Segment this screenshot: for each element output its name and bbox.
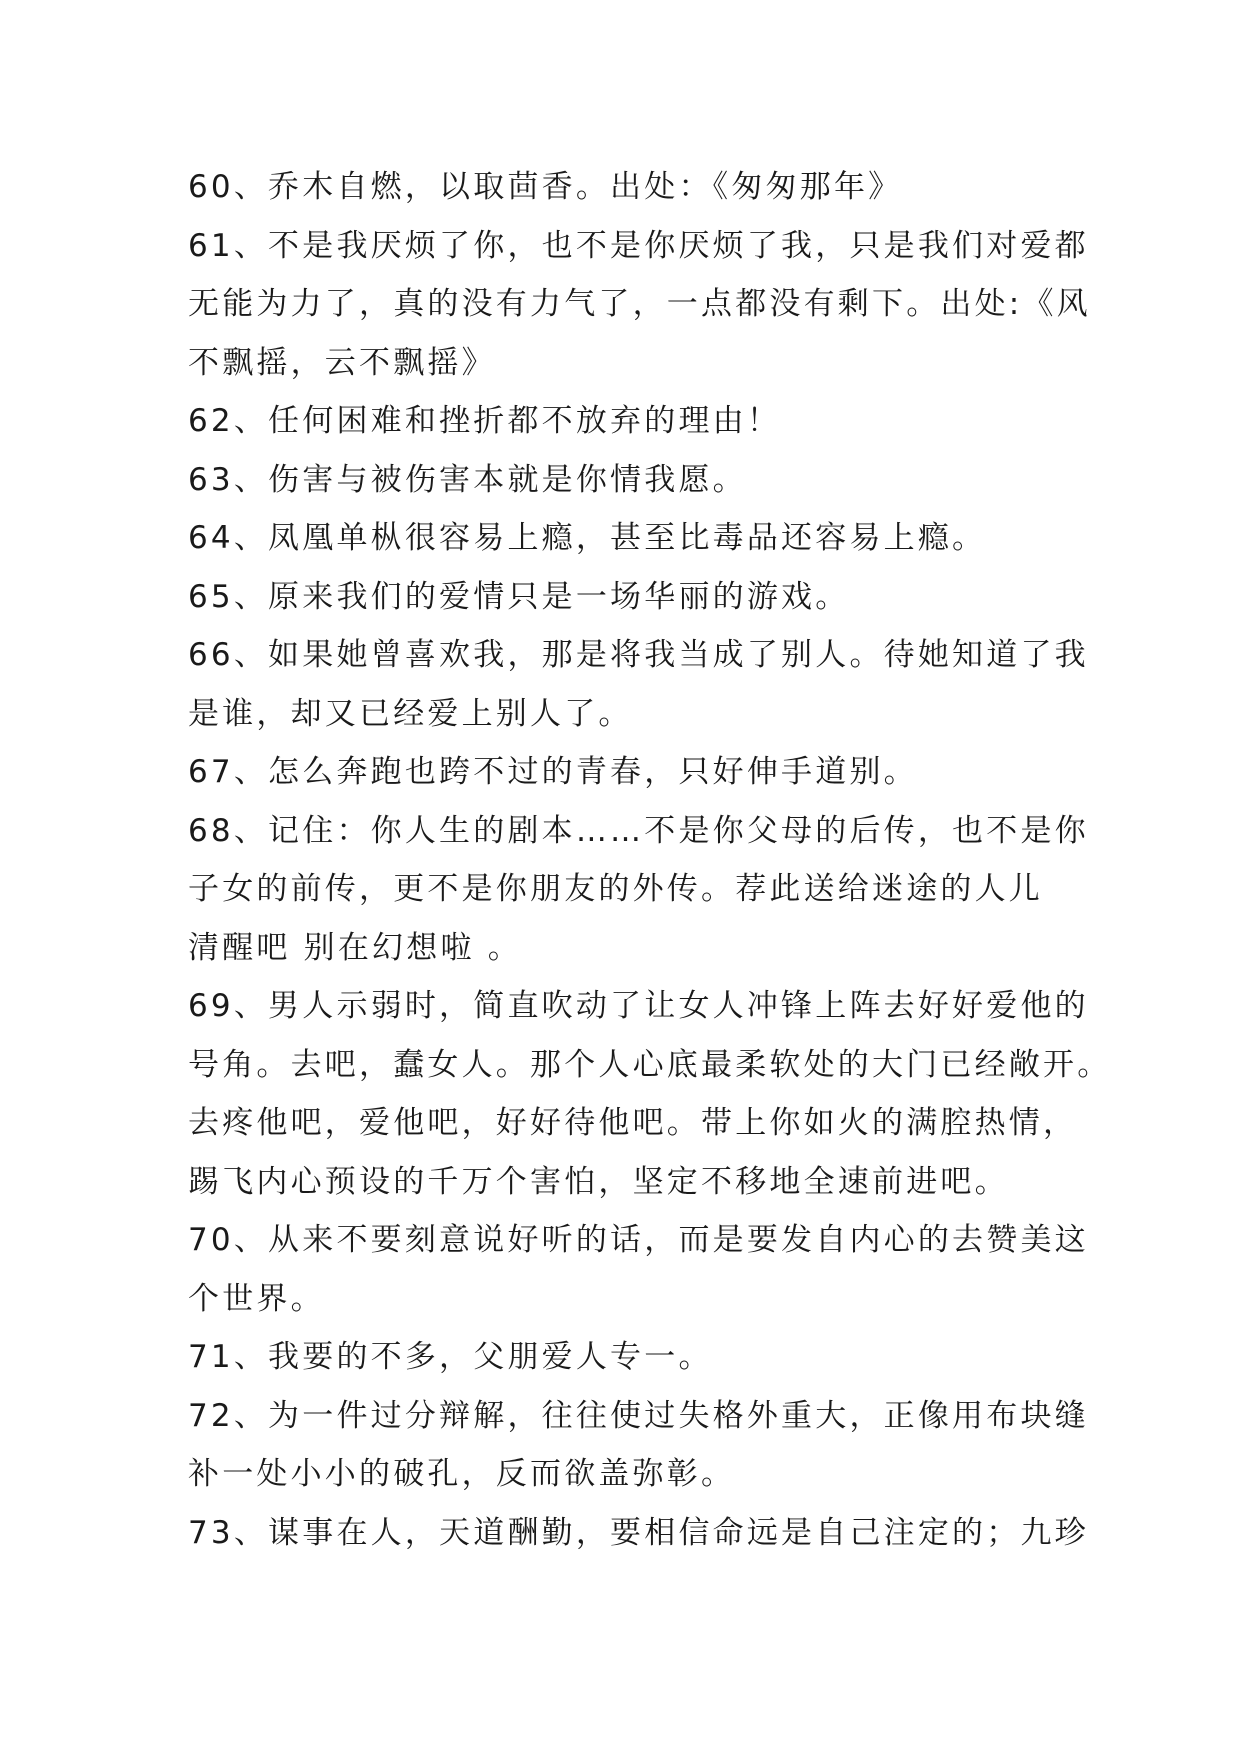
text-line: 61、不是我厌烦了你，也不是你厌烦了我，只是我们对爱都 [188, 227, 1089, 264]
text-line: 69、男人示弱时，简直吹动了让女人冲锋上阵去好好爱他的 [188, 988, 1089, 1024]
text-line: 补一处小小的破孔，反而欲盖弥彰。 [188, 1456, 736, 1492]
text-line: 踢飞内心预设的千万个害怕，坚定不移地全速前进吧。 [188, 1163, 1009, 1200]
text-line: 67、怎么奔跑也跨不过的青春，只好伸手道别。 [188, 754, 918, 790]
text-line: 62、任何困难和挫折都不放弃的理由！ [188, 403, 782, 439]
text-line: 65、原来我们的爱情只是一场华丽的游戏。 [188, 578, 850, 615]
text-line: 60、乔木自燃，以取茴香。出处：《匆匆那年》 [188, 169, 903, 205]
text-line: 73、谋事在人，天道酬勤，要相信命远是自己注定的；九珍 [188, 1514, 1089, 1551]
text-line: 68、记住：你人生的剧本……不是你父母的后传，也不是你 [188, 812, 1089, 849]
text-line: 不飘摇，云不飘摇》 [188, 344, 496, 381]
text-line: 无能为力了，真的没有力气了，一点都没有剩下。出处:《风 [188, 286, 1091, 322]
text-line: 是谁，却又已经爱上别人了。 [188, 695, 633, 732]
text-line: 清醒吧 别在幻想啦 。 [188, 929, 522, 966]
text-line: 64、凤凰单枞很容易上瘾，甚至比毒品还容易上瘾。 [188, 520, 987, 556]
text-line: 子女的前传，更不是你朋友的外传。荐此送给迷途的人儿 [188, 871, 1043, 907]
text-line: 70、从来不要刻意说好听的话，而是要发自内心的去赞美这 [188, 1222, 1089, 1258]
text-line: 去疼他吧，爱他吧，好好待他吧。带上你如火的满腔热情， [188, 1105, 1078, 1141]
document-body [188, 158, 1112, 1562]
text-line: 66、如果她曾喜欢我，那是将我当成了别人。待她知道了我 [188, 637, 1089, 673]
text-line: 71、我要的不多，父朋爱人专一。 [188, 1339, 713, 1375]
text-line: 72、为一件过分辩解，往往使过失格外重大，正像用布块缝 [188, 1397, 1089, 1434]
text-line: 个世界。 [188, 1280, 325, 1317]
text-line: 63、伤害与被伤害本就是你情我愿。 [188, 461, 747, 498]
text-line: 号角。去吧，蠢女人。那个人心底最柔软处的大门已经敞开。 [188, 1046, 1112, 1083]
